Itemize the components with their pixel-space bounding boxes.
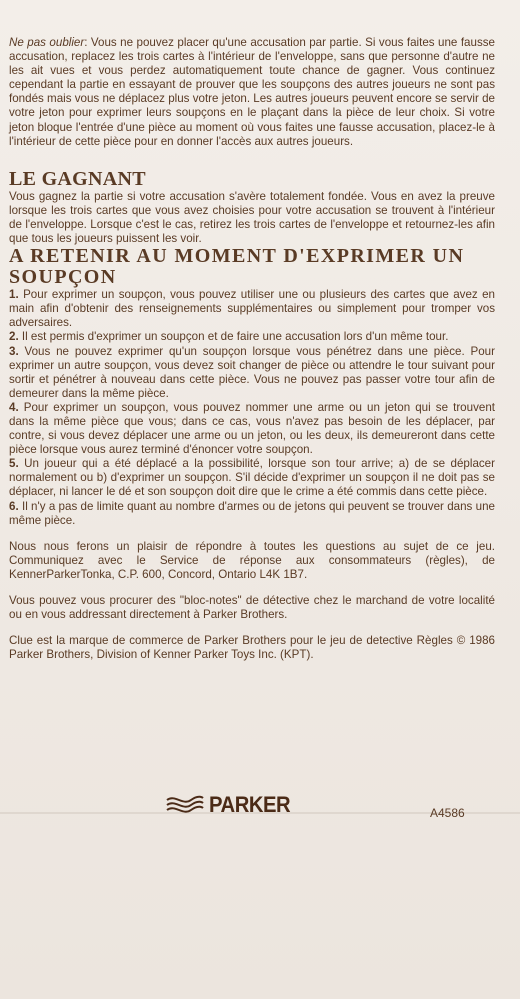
item-number: 1. <box>9 288 19 302</box>
item-number: 5. <box>9 457 19 471</box>
notepad-paragraph: Vous pouvez vous procurer des "bloc-notes" de détective chez le marchand de votre localité ou en vous addressant directement à Parker Brothers. <box>9 594 495 622</box>
rules-page <box>9 36 495 662</box>
logo-wordmark: PARKER <box>209 792 291 817</box>
suspicion-item <box>9 457 495 499</box>
item-text: Pour exprimer un soupçon, vous pouvez utiliser une ou plusieurs des cartes que avez en main afin d'obtenir des renseignements supplémentaires ou simplement pour tromper vos adversaires. <box>9 288 495 330</box>
item-number: 4. <box>9 400 19 414</box>
contact-paragraph: Nous nous ferons un plaisir de répondre à toutes les questions au sujet de ce jeu. Communiquez avec le Service de réponse aux consommateurs (règles), de KennerParkerTonka, C.P. 600, Concord, Ontario L4K 1B7. <box>9 539 495 581</box>
suspicion-list <box>9 288 495 528</box>
parker-logo <box>165 792 297 818</box>
item-text: Il n'y a pas de limite quant au nombre d'armes ou de jetons qui peuvent se trouver dans une même pièce. <box>9 499 495 527</box>
intro-text: : Vous ne pouvez placer qu'une accusation par partie. Si vous faites une fausse accusation, replacez les trois cartes à l'intérieur de l'enveloppe, sans que personne d'autre ne les ait vues et vous perdez automatiquement toute chance de gagner. Vous continuez cependant la partie en essayant de prouver que les soupçons des autres joueurs ne sont pas fondés mais vous ne déplacez plus votre jeton. Les autres joueurs peuvent encore se servir de votre jeton pour exprimer leurs soupçons en le plaçant dans la pièce de leur choix. Si votre jeton bloque l'entrée d'une pièce au moment où vous faites une fausse accusation, placez-le à l'intérieur de cette pièce pour en donner l'accès aux autres joueurs. <box>9 36 495 148</box>
item-text: Un joueur qui a été déplacé a la possibilité, lorsque son tour arrive; a) de se déplacer normalement ou b) d'exprimer un soupçon. S'il décide d'exprimer un soupçon il ne doit pas se déplacer, ni lancer le dé et son soupçon doit dire que le crime a été commis dans cette pièce. <box>9 457 495 499</box>
winner-heading: LE GAGNANT <box>9 167 146 190</box>
suspicion-heading: A RETENIR AU MOMENT D'EXPRIMER UN SOUPÇON <box>9 245 465 289</box>
suspicion-item <box>9 330 495 344</box>
item-number: 2. <box>9 330 19 344</box>
winner-paragraph: Vous gagnez la partie si votre accusation s'avère totalement fondée. Vous en avez la preuve lorsque les trois cartes que vous avez choisies pour votre accusation se trouvent à l'intérieur de l'enveloppe. Lorsque c'est le cas, retirez les trois cartes de l'enveloppe et retournez-les afin que tous les joueurs puissent les voir. <box>9 189 495 246</box>
swirl-icon <box>165 794 205 816</box>
item-number: 6. <box>9 499 19 513</box>
item-text: Il est permis d'exprimer un soupçon et de faire une accusation lors d'un même tour. <box>21 330 449 344</box>
item-number: 3. <box>9 344 19 358</box>
intro-paragraph <box>9 36 495 149</box>
suspicion-item <box>9 500 495 528</box>
suspicion-item <box>9 401 495 457</box>
suspicion-item <box>9 345 495 401</box>
trademark-paragraph: Clue est la marque de commerce de Parker Brothers pour le jeu de detective Règles © 1986 Parker Brothers, Division of Kenner Parker Toys Inc. (KPT). <box>9 634 495 662</box>
product-code: A4586 <box>430 806 465 820</box>
bleed-through <box>80 820 500 970</box>
item-text: Pour exprimer un soupçon, vous pouvez nommer une arme ou un jeton qui se trouvent dans la même pièce que vous; dans ce cas, vous n'avez pas besoin de les déplacer, par contre, si vous devez déplacer une arme ou un jeton, ou les deux, ils demeureront dans cette pièce lorsque vous aurez terminé d'énoncer votre soupçon. <box>9 400 495 457</box>
suspicion-item <box>9 288 495 330</box>
intro-em-label: Ne pas oublier <box>9 36 85 49</box>
item-text: Vous ne pouvez exprimer qu'un soupçon lorsque vous pénétrez dans une pièce. Pour exprimer un autre soupçon, vous devez soit changer de pièce ou attendre le tour suivant pour sortir et pénétrer à nouveau dans cette pièce. Vous ne pouvez pas passer votre tour afin de demeurer dans la même pièce. <box>9 344 495 400</box>
